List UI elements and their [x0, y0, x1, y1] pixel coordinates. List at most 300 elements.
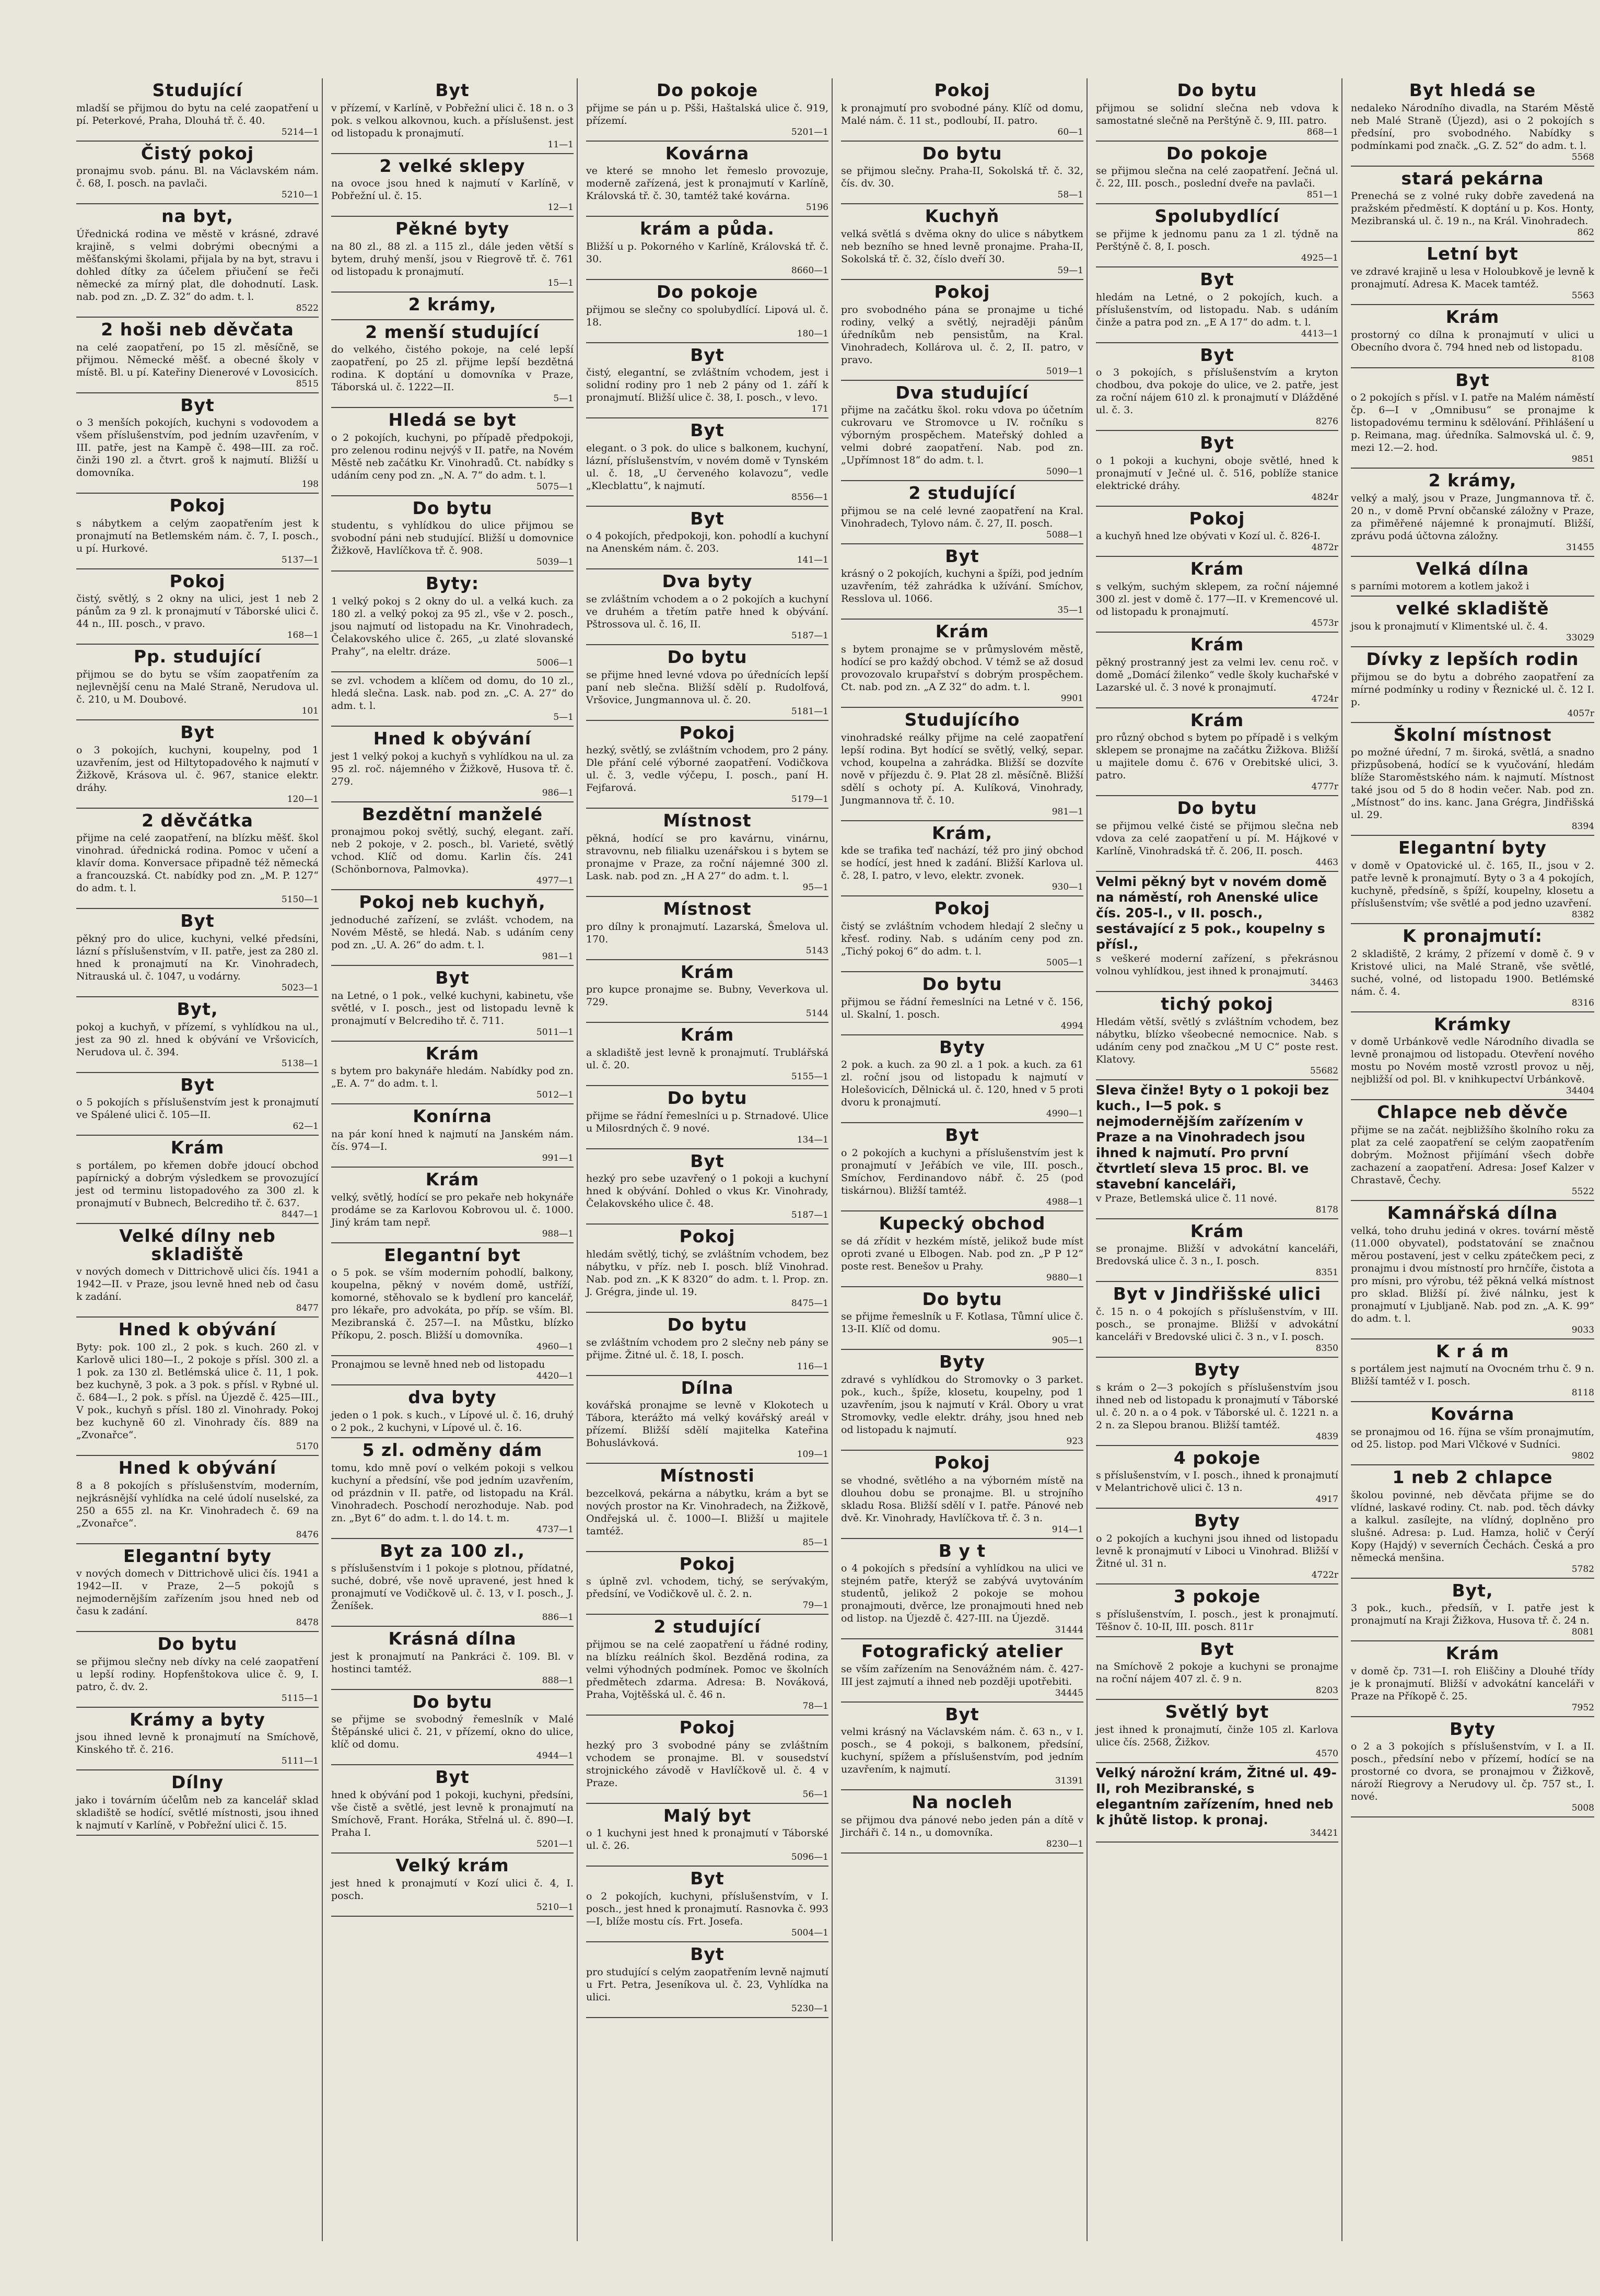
classified-ad	[1096, 1509, 1338, 1584]
ad-text: a skladiště jest levně k pronajmutí. Trublářská ul. č. 20.	[586, 1046, 828, 1071]
ad-text: o 3 pokojích, kuchyni, koupelny, pod 1 uzavřením, jest od Hiltytopadového k najmutí v Žižkově, Krásova ul. č. 967, stanice elektr. dráhy.	[76, 744, 319, 794]
ad-text: o 2 pokojích a kuchyni a příslušenstvím jest k pronajmutí v Jeřábích ve vile, III. posch., Smíchov, Ferdinandovo nábř. č. 25 (pod tiskárnou). Bližší tamtéž.	[841, 1147, 1083, 1196]
classified-ad	[1351, 647, 1594, 723]
ad-text: vinohradské reálky přijme na celé zaopatření lepší rodina. Byt hodící se světlý, velký, separ. vchod, koupelna a zahrádka. Bližší se dozvíte nově v příjezdu č. 9. Plat 28 zl. měsíčně. Bližší sdělí s ochoty pí. A. Kulíková, Vinohrady, Jungmannova tř. č. 10.	[841, 731, 1083, 806]
classified-ad	[841, 1350, 1083, 1451]
classified-ad	[331, 1356, 574, 1385]
ad-heading: krám a půda.	[640, 218, 775, 239]
classified-ad	[841, 1703, 1083, 1791]
classified-ad	[586, 897, 828, 960]
classified-ad	[841, 1287, 1083, 1350]
ad-heading: Na nocleh	[912, 1792, 1013, 1813]
ad-number: 886—1	[542, 1612, 574, 1623]
ad-text: o 5 pokojích s příslušenstvím jest k pronajmutí ve Spálené ulici č. 105—II.	[76, 1097, 319, 1121]
ad-number: 981—1	[1052, 806, 1083, 817]
classified-ad	[1351, 597, 1594, 647]
ad-number: 4872r	[1311, 542, 1338, 553]
ad-heading: Krám	[1190, 709, 1244, 730]
classified-ad	[331, 1168, 574, 1243]
ad-text: s bytem pronajme se v průmyslovém městě, hodící se pro každý obchod. V témž se až dosud provozovalo krupařství s dobrým prospěchem. Ct. nab. pod zn. „A Z 32“ do adm. t. l.	[841, 644, 1083, 693]
ad-number: 59—1	[1057, 265, 1083, 276]
ad-number: 12—1	[547, 202, 574, 213]
ad-number: 15—1	[547, 277, 574, 288]
ad-heading: Malý byt	[663, 1805, 752, 1826]
ad-number: 8475—1	[791, 1298, 828, 1309]
ad-number: 8203	[1315, 1685, 1338, 1696]
ad-text: se pronajmou od 16. října se vším pronajmutím, od 25. listop. pod Mari Vlčkové v Sudníci.	[1351, 1426, 1594, 1450]
classified-ad	[76, 1136, 319, 1224]
ad-heading: Krám	[1190, 1220, 1244, 1241]
ad-text: přijmou se na celé zaopatření u řádné rodiny, na blízku reálních škol. Bezděná rodina, za velmi výhodných podmínek. Pomoc ve školních předmětech zdarma. Adresa: B. Nováková, Praha, Vojtěšská ul. č. 46 n.	[586, 1639, 828, 1701]
ad-heading: Do bytu	[412, 497, 493, 518]
ad-number: 9880—1	[1046, 1272, 1083, 1283]
ad-heading: Pokoj	[169, 495, 226, 516]
ad-text: 2 pok. a kuch. za 90 zl. a 1 pok. a kuch. za 61 zl. roční jsou od listopadu k najmutí v Holešovicích, Dělnická ul. č. 120, hned v 5 proti dvoru k pronajmutí.	[841, 1059, 1083, 1109]
ad-number: 5179—1	[791, 794, 828, 805]
ad-text: krásný o 2 pokojích, kuchyni a špíži, pod jedním uzavřením, též zahrádka k užívání. Smíchov, Resslova ul. 1066.	[841, 568, 1083, 605]
ad-heading: Do bytu	[922, 974, 1002, 995]
ad-heading: Pokoj	[679, 1226, 735, 1247]
classified-ad	[331, 408, 574, 496]
ad-text: k pronajmutí pro svobodné pány. Klíč od domu, Malé nám. č. 11 st., podloubí, II. patro.	[841, 102, 1083, 126]
classified-ad	[331, 293, 574, 320]
ad-heading: 2 studující	[908, 483, 1016, 504]
ad-number: 4988—1	[1046, 1196, 1083, 1207]
classified-ad	[76, 809, 319, 910]
ad-number: 8382	[1571, 910, 1594, 920]
ad-heading: Spolubydlící	[1154, 206, 1280, 227]
ad-number: 5230—1	[791, 2003, 828, 2014]
ad-number: 8108	[1571, 353, 1594, 364]
ad-number: 4413—1	[1301, 328, 1338, 339]
classified-ad	[586, 1716, 828, 1804]
ad-heading: Byt	[690, 1944, 725, 1965]
ad-text: tomu, kdo mně poví o velkém pokoji s velkou kuchyní a předsíní, vše pod jedním uzavřením, od prázdnin v II. patře, od listopadu na Král. Vinohradech. Poschodí nerozhoduje. Nab. pod zn. „Byt 6“ do adm. t. l. do 14. t. m.	[331, 1462, 574, 1524]
ad-text: pro svobodného pána se pronajme u tiché rodiny, velký a světlý, nejraději pánům úředníkům neb pensistům, na Kral. Vinohradech, Kollárova ul. č. 2, II. patro, v pravo.	[841, 304, 1083, 366]
ad-heading: B y t	[938, 1540, 986, 1561]
classified-ad	[1096, 1584, 1338, 1637]
ad-heading: Velký krám	[395, 1855, 509, 1876]
ad-heading: Dívky z lepších rodin	[1366, 649, 1579, 670]
classified-ad	[76, 204, 319, 318]
classified-ad	[331, 672, 574, 727]
ad-number: 5181—1	[791, 706, 828, 717]
ad-text: studentu, s vyhlídkou do ulice přijmou se svobodní páni neb studující. Bližší u domovnice Žižkově, Havlíčkova tř. č. 908.	[331, 520, 574, 557]
ad-number: 9033	[1571, 1324, 1594, 1335]
ad-number: 8515	[296, 378, 319, 389]
classified-ad	[76, 318, 319, 393]
ad-text: hledám světlý, tichý, se zvláštním vchodem, bez nábytku, v příz. neb I. posch. blíž Vinohrad. Nab. pod zn. „K K 8320“ do adm. t. l. Prop. zn. J. Grégra, jinde ul. 19.	[586, 1248, 828, 1298]
ad-heading: Velký nárožní krám, Žitné ul. 49-II, roh Mezibranské, s elegantním zařízením, hned neb k jhůtě listop. k pronaj.	[1096, 1765, 1337, 1827]
ad-heading: Elegantní byty	[1398, 837, 1547, 858]
ad-number: 8556—1	[791, 492, 828, 503]
ad-number: 5210—1	[281, 190, 319, 201]
ad-heading: Byt	[690, 1868, 725, 1889]
classified-ad	[1351, 723, 1594, 836]
ad-number: 8350	[1315, 1343, 1338, 1354]
ad-heading: Fotografický atelier	[861, 1641, 1064, 1662]
ad-text: přijmou se do bytu a dobrého zaopatření za mírné podmínky u rodiny v Řeznické ul. č. 12 I. p.	[1351, 671, 1594, 708]
ad-text: přijme na začátku škol. roku vdova po účetním cukrovaru ve Stromovce u IV. ročníku s výborným prospěchem. Mateřský dohled a velmi dobré zaopatření. Nab. pod zn. „Upřímnost 18“ do adm. t. l.	[841, 404, 1083, 467]
classified-ad	[76, 393, 319, 494]
classified-ad	[586, 645, 828, 721]
ad-heading: Dva byty	[662, 571, 753, 592]
ad-number: 4824r	[1311, 492, 1338, 503]
classified-ad	[1351, 368, 1594, 469]
classified-ad	[76, 645, 319, 720]
ad-number: 4573r	[1311, 618, 1338, 629]
ad-number: 8081	[1571, 1627, 1594, 1638]
classified-ad	[1351, 1012, 1594, 1101]
ad-number: 7952	[1571, 1702, 1594, 1713]
ad-heading: Byt	[945, 545, 979, 566]
ad-heading: Krám	[1190, 634, 1244, 655]
ad-text: Prenechá se z volné ruky dobře zavedená na pražském předměstí. K doptání u p. Kos. Honty, Mezibranská ul. č. 19 n., na Král. Vinohradech.	[1351, 190, 1594, 227]
ad-text: zdravé s vyhlídkou do Stromovky o 3 parket. pok., kuch., špíže, klosetu, koupelny, pod 1 uzavřením, jsou k najmutí v Král. Obory u vrat Stromovky, vedle elektr. dráhy, jsou hned neb od listopadu k najmutí.	[841, 1373, 1083, 1436]
classified-ad	[331, 78, 574, 154]
ad-heading: 2 děvčátka	[142, 810, 253, 831]
ad-heading: Byt	[945, 1704, 979, 1724]
classified-ad	[1096, 796, 1338, 872]
ad-text: ve zdravé krajině u lesa v Holoubkově je levně k pronajmutí. Adresa K. Macek tamtéž.	[1351, 265, 1594, 290]
classified-ad	[841, 544, 1083, 620]
ad-number: 5005—1	[1046, 958, 1083, 969]
ad-number: 198	[301, 479, 319, 490]
ad-text: v domě Urbánkově vedle Národního divadla se levně pronajmou od listopadu. Otevření nového mostu po Novém mostě vzrostl provoz u něj, nejbližší od pol. Bl. v knihkupectví Urbánkově.	[1351, 1036, 1594, 1086]
classified-ad	[1096, 708, 1338, 797]
classified-ad	[1096, 1358, 1338, 1446]
ad-number: 109—1	[797, 1449, 828, 1460]
ad-number: 5008	[1571, 1803, 1594, 1814]
ad-number: 8522	[296, 302, 319, 313]
ad-number: 8394	[1571, 821, 1594, 832]
ad-heading: Byt	[435, 1767, 470, 1788]
ad-text: na 80 zl., 88 zl. a 115 zl., dále jeden větší s bytem, druhý menší, jsou v Riegrově tř. č. 761 od listopadu k pronajmutí.	[331, 240, 574, 277]
ad-number: 4737—1	[536, 1524, 574, 1535]
ad-heading: Byt	[1200, 433, 1234, 453]
ad-heading: tichý pokoj	[1161, 994, 1274, 1015]
ad-heading: Chlapce neb děvče	[1377, 1102, 1568, 1123]
ad-text: v Praze, Betlemská ulice č. 11 nové.	[1096, 1192, 1278, 1204]
ad-heading: Byt	[180, 911, 215, 931]
ad-number: 9901	[1060, 693, 1083, 704]
ad-number: 5138—1	[281, 1058, 319, 1069]
ad-text: o 2 pokojích, kuchyni, po případě předpokoji, pro zelenou rodinu nejvýš v II. patře, na Novém Městě neb začátku Kr. Vinohradů. Ct. nabídky s udáním ceny pod zn. „N. A. 7“ do adm. t. l.	[331, 432, 574, 481]
ad-number: 4057r	[1567, 708, 1594, 719]
ad-text: přijmou se do bytu se vším zaopatřením za nejlevnější cenu na Malé Straně, Nerudova ul. č. 210, u M. Doubové.	[76, 669, 319, 706]
ad-text: s portálem, po křemen dobře jdoucí obchod papírnický a dobrým výsledkem se provozující jest od terminu listopadového za 300 zl. k pronajmutí v Bubnech, Belcrediho tř. č. 637.	[76, 1159, 319, 1209]
classified-ad	[76, 494, 319, 569]
ad-heading: Byt	[690, 1150, 725, 1171]
ad-heading: Pokoj	[169, 570, 226, 591]
ad-heading: stará pekárna	[1401, 168, 1544, 189]
ad-number: 5563	[1571, 290, 1594, 301]
ad-number: 34445	[1055, 1687, 1083, 1698]
ad-number: 5090—1	[1046, 467, 1083, 477]
ad-text: prostorný co dílna k pronajmutí v ulici u Obecního dvora č. 794 hned neb od listopadu.	[1351, 329, 1594, 353]
ad-heading: Místnosti	[660, 1465, 755, 1486]
ad-text: Pronajmou se levně hned neb od listopadu	[331, 1359, 545, 1371]
ad-text: Bližší u p. Pokorného v Karlíně, Královská tř. č. 30.	[586, 240, 828, 265]
ad-number: 4990—1	[1046, 1109, 1083, 1120]
ad-number: 4839	[1315, 1431, 1338, 1442]
ad-number: 168—1	[287, 630, 319, 641]
ad-text: čistý se zvláštním vchodem hledají 2 slečny u křesť. rodiny. Nab. s udáním ceny pod zn. „Tichý pokoj 6“ do adm. t. l.	[841, 920, 1083, 958]
ad-text: se vhodné, světlého a na výborném místě na dlouhou dobu se pronajme. Bl. u strojního skladu Rosa. Bližší sdělí v I. patře. Pánové neb dvě. Kr. Vinohrady, Havlíčkova tř. č. 3 n.	[841, 1474, 1083, 1524]
classified-ad	[586, 1867, 828, 1942]
ad-text: č. 15 n. o 4 pokojích s příslušenstvím, v III. posch., se pronajme. Bližší v advokátní kanceláři v Bredovské ulici č. 3 n., v I. posch.	[1096, 1306, 1338, 1343]
ad-heading: Krám	[1445, 1643, 1500, 1664]
ad-heading: 5 zl. odměny dám	[362, 1439, 543, 1460]
classified-ad	[841, 78, 1083, 142]
classified-ad	[586, 280, 828, 343]
ad-number: 8477	[296, 1303, 319, 1314]
classified-ad	[586, 1552, 828, 1615]
ad-heading: Krám	[680, 961, 734, 982]
classified-ad	[1096, 507, 1338, 557]
ad-heading: Byt	[945, 1125, 979, 1146]
ad-text: o 4 pokojích s předsíní a vyhlídkou na ulici ve stejném patře, kterýž se zabývá uvytováním studentů, jelikož 2 pokoje se mohou pronajmouti, dvěrce, lze pronajmouti hned neb od listop. na Újezdě č. 427-III. na Újezdě.	[841, 1563, 1083, 1625]
ad-text: přijmou se slečny co spolubydlící. Lipová ul. č. 18.	[586, 304, 828, 328]
ad-text: 1 velký pokoj s 2 okny do ul. a velká kuch. za 180 zl. a velký pokoj za 95 zl., vše v 2. posch., jsou najmutí od listopadu na Kr. Vinohradech, Čelakovského ulice č. 265, „u zlaté slovanské Prahy“, na eleltr. dráze.	[331, 596, 574, 658]
classified-ad	[1351, 1339, 1594, 1403]
ad-heading: Místnost	[663, 899, 752, 919]
ad-number: 988—1	[542, 1228, 574, 1239]
classified-ad	[841, 708, 1083, 821]
classified-ad	[586, 1023, 828, 1086]
classified-ad	[331, 1243, 574, 1357]
classified-ad	[76, 78, 319, 142]
ad-text: s krám o 2—3 pokojích s příslušenstvím jsou ihned neb od listopadu k pronajmutí v Táborské ul. č. 20 n. a o 4 pok. v Táborské ul. č. 1221 n. a 2 n. za Slepou branou. Bližší tamtéž.	[1096, 1381, 1338, 1431]
ad-heading: Byt	[180, 722, 215, 743]
ad-text: o 2 a 3 pokojích s příslušenstvím, v I. a II. posch., předsíní nebo v přízemí, hodící se na prostorné co dvora, se pronajmou v Žižkově, nároží Riegrovy a Nerudovy ul. čp. 757 st., I. nové.	[1351, 1741, 1594, 1803]
classified-ad	[76, 1708, 319, 1771]
classified-ad	[331, 727, 574, 802]
ad-heading: 4 pokoje	[1173, 1447, 1261, 1468]
classified-ad	[1351, 1579, 1594, 1642]
ad-heading: Krám	[1445, 306, 1500, 327]
ad-text: pro kupce pronajme se. Bubny, Veverkova ul. 729.	[586, 984, 828, 1008]
ad-heading: Hned k obývání	[118, 1457, 277, 1478]
classified-ad	[76, 1224, 319, 1318]
classified-ad	[331, 1042, 574, 1105]
ad-number: 5—1	[553, 393, 574, 404]
ad-text: jednoduché zařízení, se zvlášt. vchodem, na Novém Městě, se hledá. Nab. s udáním ceny pod zn. „U. A. 26“ do adm. t. l.	[331, 914, 574, 951]
ad-text: velmi krásný na Václavském nám. č. 63 n., v I. posch., se 4 pokoji, s balkonem, předsíní, kuchyní, spížem a příslušenstvím, pod jedním uzavřením, k najmutí.	[841, 1726, 1083, 1776]
ad-text: na pár koní hned k najmutí na Janském nám. čís. 974—I.	[331, 1128, 574, 1152]
classified-ad	[1096, 431, 1338, 507]
classified-ad	[586, 569, 828, 645]
ad-heading: Pokoj	[934, 1452, 990, 1473]
ad-text: se přijmou dva pánové nebo jeden pán a dítě v Jircháři č. 14 n., u domovníka.	[841, 1814, 1083, 1839]
ad-column	[1348, 78, 1597, 2241]
ad-column	[73, 78, 323, 2241]
ad-heading: Kovárna	[665, 143, 750, 164]
ad-number: 4917	[1315, 1494, 1338, 1505]
ad-text: Byty: pok. 100 zl., 2 pok. s kuch. 260 zl. v Karlově ulici 180—I., 2 pokoje s přísl. 300 zl. a 1 pok. za 130 zl. Betlémská ulice č. 11, 1 pok. bez kuchyně, 3 pok. a 3 pok. s přísl. v Rybné ul. č. 684—I., 2 pok. s přísl. na Újezdě č. 425—III., V pok., kuchyň s přísl. 180 zl. Vinohrady. Pokoj bez kuchyně 60 zl. Vinohrady čís. 889 na „Zvonařce“.	[76, 1341, 319, 1441]
classified-ad	[1096, 78, 1338, 142]
classified-ad	[1351, 167, 1594, 242]
classified-ad	[586, 1376, 828, 1464]
ad-number: 5023—1	[281, 983, 319, 994]
ad-heading: Do bytu	[1177, 798, 1257, 819]
ad-heading: na byt,	[161, 206, 233, 227]
ad-text: přijme se řádní řemeslníci u p. Strnadové. Ulice u Milosrdných č. 9 nové.	[586, 1110, 828, 1134]
ad-heading: 2 krámy,	[408, 294, 497, 314]
ad-heading: Dva studující	[895, 382, 1029, 403]
ad-number: 5075—1	[536, 481, 574, 492]
ad-number: 5144	[805, 1008, 828, 1019]
ad-text: se přijme řemeslník u F. Kotlasa, Tůmní ulice č. 13-II. Klíč od domu.	[841, 1311, 1083, 1335]
ad-text: jest k pronajmutí na Pankráci č. 109. Bl. v hostinci tamtéž.	[331, 1650, 574, 1675]
ad-text: se dá zřídit v hezkém místě, jelikož bude míst oproti zvané u Elbogen. Nab. pod zn. „P P 12“ poste rest. Benešov u Prahy.	[841, 1235, 1083, 1272]
ad-number: 5004—1	[791, 1928, 828, 1939]
ad-heading: Do bytu	[667, 647, 748, 668]
ad-number: 4944—1	[536, 1751, 574, 1762]
ad-number: 34463	[1310, 977, 1338, 988]
ad-number: 5111—1	[281, 1756, 319, 1767]
classified-ad	[76, 909, 319, 997]
ad-number: 5201—1	[791, 126, 828, 137]
ad-number: 868—1	[1306, 126, 1338, 137]
ad-number: 986—1	[542, 787, 574, 798]
ad-number: 78—1	[802, 1701, 828, 1712]
ad-heading: Do pokoje	[656, 80, 758, 100]
ad-number: 35—1	[1057, 605, 1083, 616]
ad-number: 95—1	[802, 882, 828, 893]
classified-ad	[1351, 1717, 1594, 1818]
ad-text: s bytem pro bakynáře hledám. Nabídky pod zn. „E. A. 7“ do adm. t. l.	[331, 1065, 574, 1090]
classified-ad	[586, 217, 828, 280]
ad-text: s portálem jest najmutí na Ovocném trhu č. 9 n. Bližší tamtéž v I. posch.	[1351, 1363, 1594, 1388]
ad-heading: 2 krámy,	[1428, 470, 1517, 491]
ad-heading: Krám	[680, 1024, 734, 1045]
classified-ad	[841, 896, 1083, 972]
ad-heading: Pěkné byty	[395, 218, 510, 239]
ad-heading: Pokoj	[679, 1553, 735, 1574]
ad-number: 5522	[1571, 1186, 1594, 1197]
ad-text: se přijme k jednomu panu za 1 zl. týdně na Perštýně č. 8, I. posch.	[1096, 228, 1338, 252]
ad-text: pro dílny k pronajmutí. Lazarská, Šmelova ul. 170.	[586, 920, 828, 945]
classified-ad	[1096, 267, 1338, 343]
classified-ad	[841, 1639, 1083, 1703]
ad-heading: Hledá se byt	[388, 410, 517, 430]
ad-heading: Pokoj neb kuchyň,	[359, 892, 546, 913]
ad-heading: Hned k obývání	[118, 1319, 277, 1340]
ad-heading: Krám	[170, 1137, 225, 1158]
classified-ad	[1096, 1637, 1338, 1700]
classified-ad	[76, 142, 319, 205]
classified-ad	[76, 569, 319, 645]
ad-number: 5137—1	[281, 554, 319, 565]
classified-ad	[586, 343, 828, 419]
ad-text: 8 a 8 pokojích s příslušenstvím, moderním, nejkrásnější vyhlídka na celé údolí nuselské, za 250 a 655 zl. na Kr. Vinohradech č. 69 na „Zvonařce“.	[76, 1479, 319, 1529]
ad-number: 8476	[296, 1529, 319, 1540]
ad-number: 141—1	[797, 555, 828, 566]
classified-ad	[841, 1790, 1083, 1854]
ad-number: 5196	[805, 202, 828, 213]
ad-column	[1093, 78, 1342, 2241]
ad-heading: Pokoj	[934, 898, 990, 919]
ad-text: s velkým, suchým sklepem, za roční nájemné 300 zl. jest v domě č. 177—II. v Kremencové ul. od listopadu k pronajmutí.	[1096, 581, 1338, 618]
ad-heading: Do bytu	[412, 1691, 493, 1712]
ad-text: se vším zařízením na Senovážném nám. č. 427-III jest zajmutí a ihned neb později upotřebiti.	[841, 1663, 1083, 1687]
ad-heading: Letní byt	[1427, 243, 1519, 264]
classified-ad	[331, 1539, 574, 1627]
ad-text: o 2 pokojích a kuchyni jsou ihned od listopadu levně k pronajmutí v Liboci u Vinohrad. Bližší v Žitné ul. 31 n.	[1096, 1532, 1338, 1569]
ad-number: 9851	[1571, 454, 1594, 465]
ad-column	[583, 78, 833, 2241]
ad-number: 4722r	[1311, 1569, 1338, 1580]
ad-text: jest ihned k pronajmutí, činže 105 zl. Karlova ulice čís. 2568, Žižkov.	[1096, 1723, 1338, 1748]
ad-number: 8447—1	[281, 1209, 319, 1220]
ad-heading: Do bytu	[667, 1314, 748, 1335]
ad-heading: K r á m	[1436, 1341, 1509, 1361]
ad-heading: 2 studující	[653, 1616, 761, 1637]
ad-heading: Bezdětní manželé	[361, 803, 543, 824]
ad-text: o 4 pokojích, předpokoji, kon. pohodlí a kuchyní na Anenském nám. č. 203.	[586, 530, 828, 555]
ad-heading: Dílna	[681, 1377, 734, 1398]
classified-ad	[76, 997, 319, 1073]
ad-text: na Letné, o 1 pok., velké kuchyni, kabinetu, vše světlé, v I. posch., jest od listopadu levně k pronajmutí v Belcrediho tř. č. 711.	[331, 989, 574, 1027]
classified-ad	[1351, 78, 1594, 167]
ad-number: 914—1	[1052, 1524, 1083, 1535]
ad-heading: Studujícího	[904, 709, 1020, 730]
ad-heading: Kupecký obchod	[879, 1213, 1046, 1233]
ad-number: 31391	[1055, 1776, 1083, 1787]
ad-heading: Kovárna	[1430, 1404, 1515, 1425]
ad-number: 31455	[1566, 542, 1594, 553]
ad-number: 4463	[1315, 857, 1338, 868]
ad-number: 101	[301, 706, 319, 717]
classified-ad	[1096, 872, 1338, 992]
ad-text: kovářská pronajme se levně v Klokotech u Tábora, kterážto má velký kovářský areál v přízemí. Bližší sdělí majitelka Kateřina Bohuslávková.	[586, 1400, 828, 1449]
ad-column	[838, 78, 1088, 2241]
ad-number: 5143	[805, 945, 828, 956]
classified-ad	[331, 1438, 574, 1539]
ad-heading: Krám	[425, 1169, 480, 1190]
ad-number: 116—1	[797, 1361, 828, 1372]
ad-text: bezcelková, pekárna a nábytku, krám a byt se nových prostor na Kr. Vinohradech, na Žižkově, Ondřejská ul. č. 1000—I. Bližší u majitele tamtéž.	[586, 1487, 828, 1537]
ad-text: Hledám větší, světlý s zvláštním vchodem, bez nábytku, blízko všeobecné nemocnice. Nab. s udáním ceny pod značkou „M U C“ poste rest. Klatovy.	[1096, 1016, 1338, 1065]
ad-text: s veškeré moderní zařízení, s překrásnou volnou vyhlídkou, jest ihned k pronajmutí.	[1096, 953, 1338, 977]
classified-ad	[1096, 1219, 1338, 1283]
ad-text: ve které se mnoho let řemeslo provozuje, moderně zařízená, jest k pronajmutí v Karlíně, Královská tř. č. 30, tamtéž také kovárna.	[586, 165, 828, 202]
ad-text: pronajmou pokoj světlý, suchý, elegant. zaří. neb 2 pokoje, v 2. posch., bl. Varieté, světlý vchod. Klíč od domu. Karlin čís. 241 (Schönbornova, Palmovka).	[331, 826, 574, 876]
classified-ad	[1096, 557, 1338, 633]
classified-ad	[841, 821, 1083, 897]
classified-ad	[841, 972, 1083, 1035]
ad-text: kde se trafika teď nachází, též pro jiný obchod se hodící, jest hned k zadání. Bližší Karlova ul. č. 28, I. patro, v levo, elektr. zvonek.	[841, 845, 1083, 882]
ad-text: školou povinné, neb děvčata přijme se do vlídné, laskavé rodiny. Ct. nab. pod. těch dávky a kalkul. zasílejte, na vlídný, doplněno pro slušné. Adresa: p. Lud. Hamza, holič v Čerýí Kopy (Hajdý) v severních Čechách. Česká a pro německá menšina.	[1351, 1489, 1594, 1564]
ad-heading: Byty:	[425, 573, 480, 594]
ad-number: 8230—1	[1046, 1839, 1083, 1850]
ad-number: 5096—1	[791, 1852, 828, 1863]
classified-ad	[841, 204, 1083, 280]
ad-heading: Pp. studující	[133, 646, 262, 667]
ad-text: jeden o 1 pok. s kuch., v Lípové ul. č. 16, druhý o 2 pok., 2 kuchyni, v Lípové ul. č. 16.	[331, 1409, 574, 1433]
classified-ad	[331, 572, 574, 672]
ad-number: 31444	[1055, 1625, 1083, 1636]
ad-heading: Byt	[690, 508, 725, 529]
ad-heading: Kuchyň	[925, 206, 1000, 227]
ad-text: přijmou se solidní slečna neb vdova k samostatné slečně na Perštýně č. 9, III. patro.	[1096, 102, 1338, 126]
ad-heading: Byt,	[177, 999, 218, 1020]
classified-ad	[1351, 469, 1594, 557]
ad-heading: Byt	[1200, 344, 1234, 365]
classified-ad	[331, 966, 574, 1042]
ad-heading: Krámy a byty	[130, 1709, 265, 1730]
